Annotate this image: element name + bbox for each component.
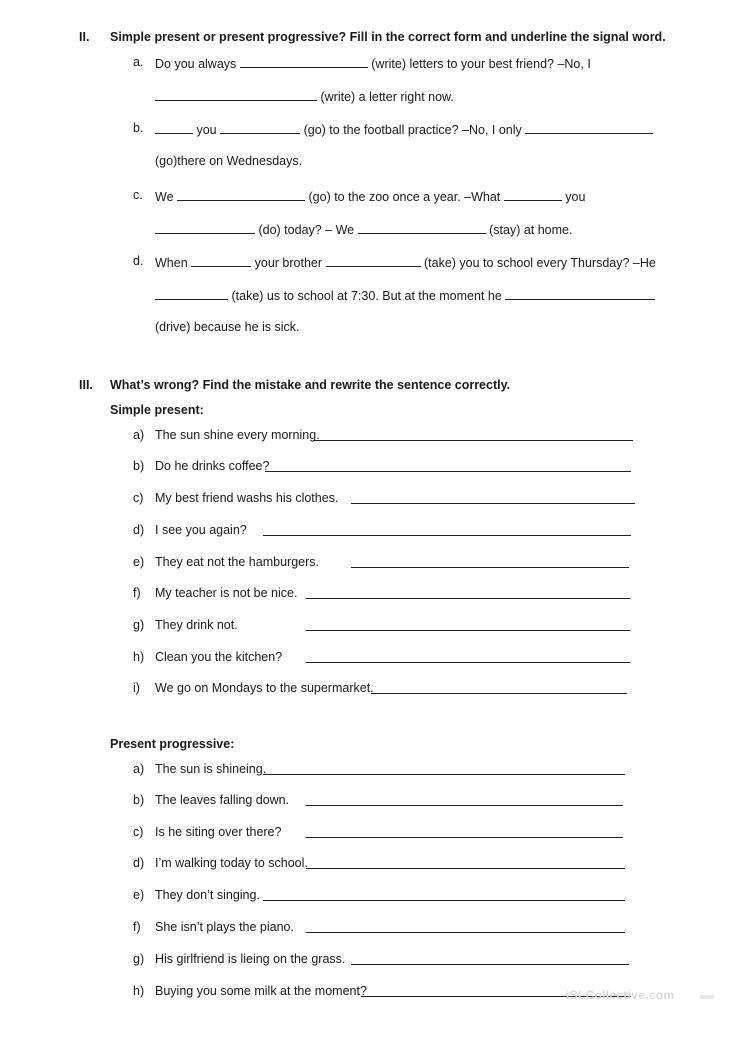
- exercise-2c-line-1: We (go) to the zoo once a year. –What you: [155, 190, 586, 204]
- sp-item-f-letter: f): [133, 586, 141, 600]
- exercise-2d-line-3: (drive) because he is sick.: [155, 320, 300, 334]
- pp-item-e-answer-line[interactable]: [263, 888, 625, 901]
- pp-item-d-text: I’m walking today to school.: [155, 856, 308, 870]
- sp-item-i-text: We go on Mondays to the supermarket.: [155, 681, 374, 695]
- blank[interactable]: [240, 55, 368, 68]
- sp-item-g-text: They drink not.: [155, 618, 238, 632]
- exercise-2b-line-2: (go)there on Wednesdays.: [155, 154, 303, 168]
- blank[interactable]: [191, 254, 251, 267]
- sp-item-b-letter: b): [133, 459, 145, 473]
- blank[interactable]: [155, 121, 193, 134]
- sp-item-g-answer-line[interactable]: [306, 618, 630, 631]
- pp-item-a-letter: a): [133, 762, 145, 776]
- sp-item-d-text: I see you again?: [155, 523, 247, 537]
- pp-item-b-text: The leaves falling down.: [155, 793, 290, 807]
- sp-item-e-letter: e): [133, 555, 145, 569]
- sp-item-a-answer-line[interactable]: [313, 428, 633, 441]
- simple-present-heading: Simple present:: [110, 403, 204, 417]
- sp-item-a-letter: a): [133, 428, 145, 442]
- exercise-2a-line-2: (write) a letter right now.: [155, 88, 454, 104]
- pp-item-c-answer-line[interactable]: [306, 825, 623, 838]
- sp-item-c-text: My best friend washs his clothes.: [155, 491, 339, 505]
- pp-item-d-letter: d): [133, 856, 145, 870]
- sp-item-i-letter: i): [133, 681, 140, 695]
- pp-item-b-letter: b): [133, 793, 145, 807]
- pp-item-c-text: Is he siting over there?: [155, 825, 282, 839]
- sp-item-c-answer-line[interactable]: [351, 491, 635, 504]
- sp-item-h-text: Clean you the kitchen?: [155, 650, 283, 664]
- sp-item-a-text: The sun shine every morning.: [155, 428, 320, 442]
- watermark-dots: [700, 995, 714, 999]
- section-2-number: II.: [79, 30, 90, 44]
- sp-item-h-letter: h): [133, 650, 145, 664]
- exercise-2d-letter: d.: [133, 254, 144, 268]
- sp-item-c-letter: c): [133, 491, 144, 505]
- pp-item-g-letter: g): [133, 952, 145, 966]
- pp-item-c-letter: c): [133, 825, 144, 839]
- pp-item-a-answer-line[interactable]: [263, 762, 625, 775]
- pp-item-f-letter: f): [133, 920, 141, 934]
- pp-item-h-letter: h): [133, 984, 145, 998]
- sp-item-b-text: Do he drinks coffee?: [155, 459, 270, 473]
- watermark: iSLCollective.com: [566, 988, 675, 1002]
- exercise-2a-letter: a.: [133, 55, 144, 69]
- section-3-title: What’s wrong? Find the mistake and rewrite the sentence correctly.: [110, 378, 511, 392]
- exercise-2d-line-1: When your brother (take) you to school every Thursday? –He: [155, 256, 656, 270]
- pp-item-g-answer-line[interactable]: [351, 952, 629, 965]
- blank[interactable]: [504, 188, 562, 201]
- blank[interactable]: [505, 287, 655, 300]
- section-3-number: III.: [79, 378, 93, 392]
- pp-item-e-letter: e): [133, 888, 145, 902]
- exercise-2c-letter: c.: [133, 188, 143, 202]
- pp-item-a-text: The sun is shineing.: [155, 762, 267, 776]
- pp-item-g-text: His girlfriend is lieing on the grass.: [155, 952, 346, 966]
- pp-item-b-answer-line[interactable]: [306, 793, 623, 806]
- sp-item-e-answer-line[interactable]: [351, 555, 629, 568]
- blank[interactable]: [525, 121, 653, 134]
- sp-item-i-answer-line[interactable]: [371, 681, 627, 694]
- exercise-2b-line-1: you (go) to the football practice? –No, I only: [155, 121, 653, 137]
- sp-item-h-answer-line[interactable]: [306, 650, 630, 663]
- exercise-2c-line-2: (do) today? – We (stay) at home.: [155, 221, 572, 237]
- exercise-2d-line-2: (take) us to school at 7:30. But at the moment he: [155, 287, 655, 303]
- blank[interactable]: [177, 188, 305, 201]
- present-progressive-heading: Present progressive:: [110, 737, 235, 751]
- pp-item-e-text: They don’t singing.: [155, 888, 260, 902]
- sp-item-f-answer-line[interactable]: [306, 586, 630, 599]
- blank[interactable]: [326, 254, 421, 267]
- pp-item-h-text: Buying you some milk at the moment?: [155, 984, 367, 998]
- sp-item-d-letter: d): [133, 523, 145, 537]
- blank[interactable]: [155, 221, 255, 234]
- pp-item-f-text: She isn’t plays the piano.: [155, 920, 294, 934]
- exercise-2b-letter: b.: [133, 121, 144, 135]
- sp-item-f-text: My teacher is not be nice.: [155, 586, 298, 600]
- blank[interactable]: [358, 221, 486, 234]
- blank[interactable]: [155, 287, 228, 300]
- sp-item-e-text: They eat not the hamburgers.: [155, 555, 319, 569]
- sp-item-d-answer-line[interactable]: [263, 523, 631, 536]
- sp-item-g-letter: g): [133, 618, 145, 632]
- pp-item-f-answer-line[interactable]: [306, 920, 625, 933]
- pp-item-d-answer-line[interactable]: [306, 856, 625, 869]
- blank[interactable]: [220, 121, 300, 134]
- blank[interactable]: [155, 88, 317, 101]
- sp-item-b-answer-line[interactable]: [265, 459, 631, 472]
- section-2-title: Simple present or present progressive? Fill in the correct form and underline the signal word.: [110, 30, 666, 44]
- exercise-2a-line-1: Do you always (write) letters to your best friend? –No, I: [155, 57, 591, 71]
